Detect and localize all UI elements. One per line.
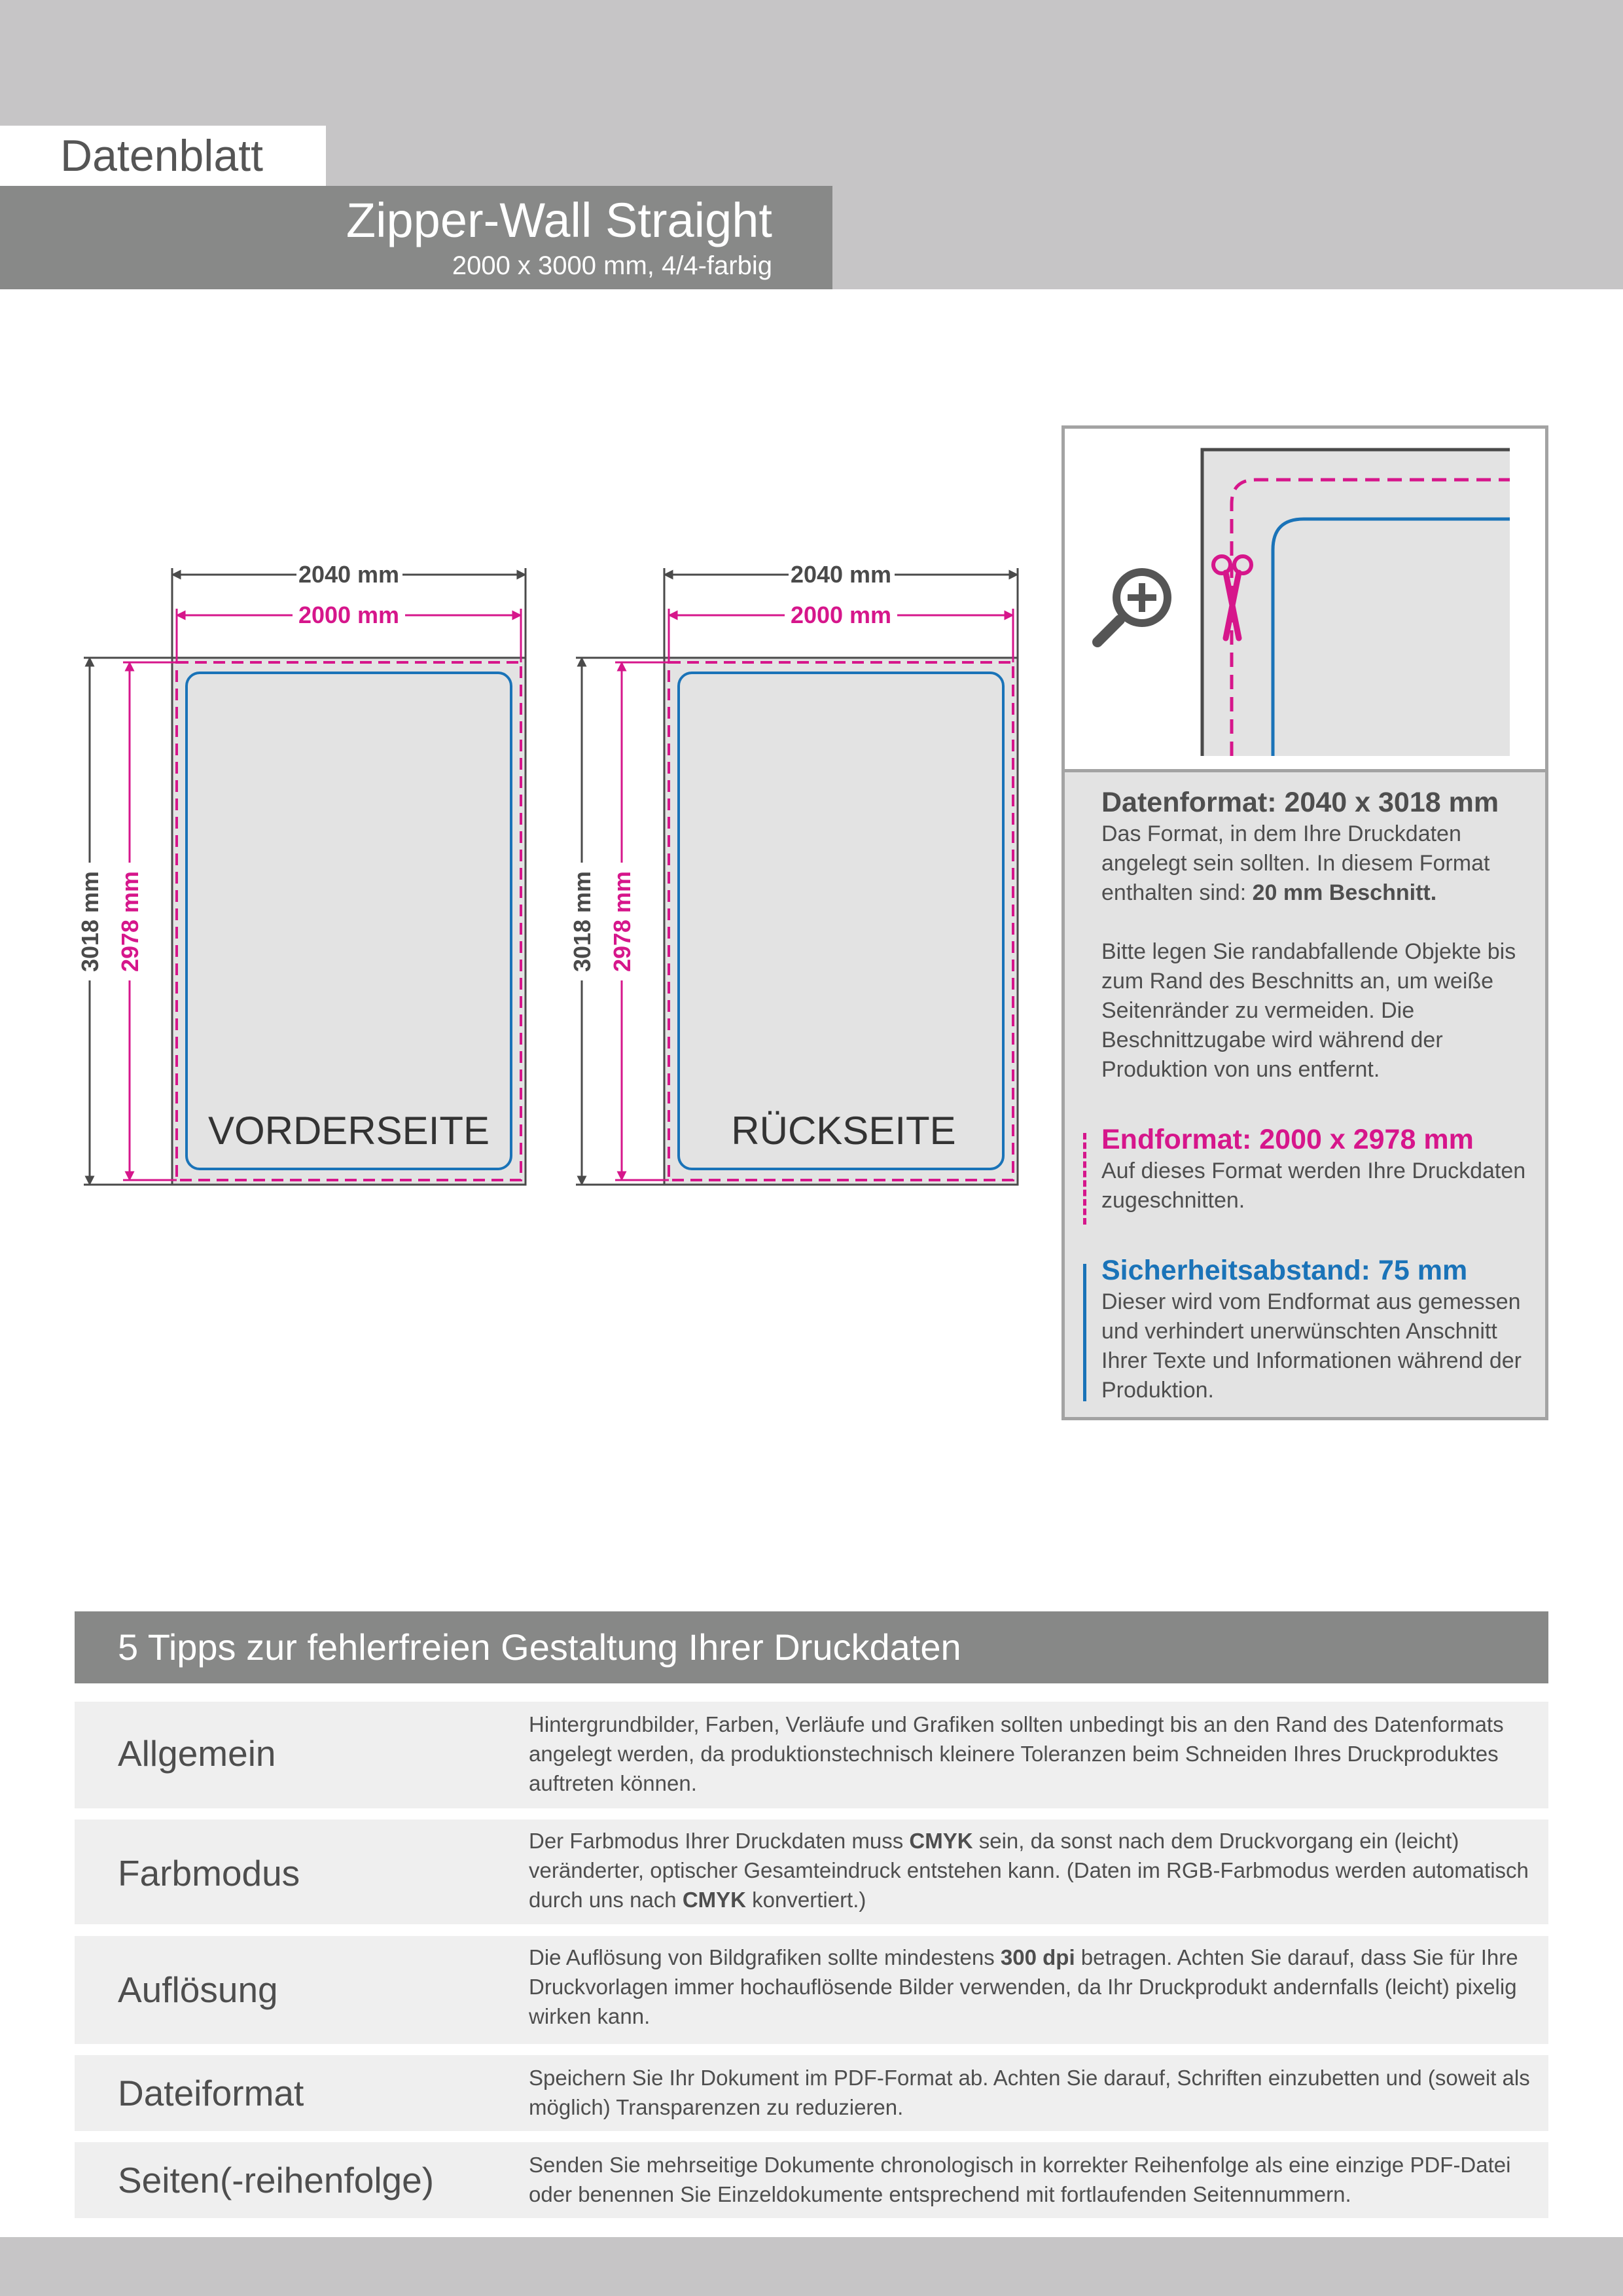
sicherheitsabstand-heading: Sicherheitsabstand: 75 mm <box>1101 1255 1468 1286</box>
datenformat-text <box>1101 819 1533 908</box>
tip-text-aufloesung <box>529 1943 1537 2031</box>
info-box <box>1061 425 1548 1420</box>
tip-text-seiten: Senden Sie mehrseitige Dokumente chronologisch in korrekter Reihenfolge als eine einzige PDF-Datei oder benennen Sie Einzeldokumente entsprechend mit fortlaufenden Seitennummern. <box>529 2153 1511 2206</box>
tip-text-bold: CMYK <box>909 1829 973 1853</box>
front-outer-width: 2040 mm <box>298 561 400 588</box>
sicherheitsabstand-section <box>1101 1253 1533 1405</box>
back-inner-width: 2000 mm <box>790 601 892 628</box>
corner-detail-graphic <box>1065 429 1545 772</box>
tip-row-dateiformat <box>75 2055 1548 2131</box>
datenformat-text-part: Das Format, in dem Ihre Druckdaten angelegt sein sollten. In diesem Format enthalten sind: <box>1101 821 1490 905</box>
tip-text-part: sein, da sonst nach dem Druckvorgang ein (leicht) veränderter, optischer Gesamteindruck entstehen kann. (Daten im RGB-Farbmodus werden automatisch durch uns nach <box>529 1829 1529 1912</box>
tip-title-dateiformat: Dateiformat <box>118 2073 304 2113</box>
front-inner-width: 2000 mm <box>298 601 400 628</box>
sicherheitsabstand-text: Dieser wird vom Endformat aus gemessen und verhindert unerwünschten Anschnitt Ihrer Texte und Informationen während der Produktion. <box>1101 1289 1522 1403</box>
endformat-text: Auf dieses Format werden Ihre Druckdaten zugeschnitten. <box>1101 1158 1526 1213</box>
tip-row-seiten <box>75 2142 1548 2218</box>
panel-front <box>77 561 526 1185</box>
tip-title-seiten: Seiten(-reihenfolge) <box>118 2160 435 2200</box>
corner-detail <box>1065 429 1545 772</box>
panel-back <box>569 561 1018 1185</box>
zoom-in-icon <box>1097 568 1171 642</box>
front-outer-height: 3018 mm <box>77 870 103 973</box>
back-outer-height: 3018 mm <box>569 870 596 973</box>
datenformat-heading: Datenformat: 2040 x 3018 mm <box>1101 787 1499 818</box>
back-inner-height: 2978 mm <box>609 870 635 973</box>
datenformat-note: Bitte legen Sie randabfallende Objekte bis zum Rand des Beschnitts an, um weiße Seitenränder zu vermeiden. Die Beschnittzugabe wird während der Produktion von uns entfernt. <box>1101 939 1516 1082</box>
tip-text-bold: 300 dpi <box>1000 1945 1075 1969</box>
tip-row-aufloesung <box>75 1936 1548 2044</box>
tip-text-part: Der Farbmodus Ihrer Druckdaten muss <box>529 1829 910 1853</box>
panel-diagrams <box>0 0 1047 1211</box>
tip-text-allgemein: Hintergrundbilder, Farben, Verläufe und Grafiken sollten unbedingt bis an den Rand des Datenformats angelegt werden, da produktionstechnisch kleinere Toleranzen beim Schneiden Ihres Druckproduktes auftreten können. <box>529 1712 1504 1795</box>
tip-text-part: Die Auflösung von Bildgrafiken sollte mindestens <box>529 1945 1001 1969</box>
back-panel-label: RÜCKSEITE <box>731 1109 956 1153</box>
tip-text-part: betragen. Achten Sie darauf, dass Sie für Ihre Druckvorlagen immer hochauflösende Bilder verwenden, da Ihr Druckprodukt andernfalls (leicht) pixelig wirken kann. <box>529 1945 1518 2028</box>
tip-text-dateiformat: Speichern Sie Ihr Dokument im PDF-Format ab. Achten Sie darauf, Schriften einzubetten und (soweit als möglich) Transparenzen zu reduzieren. <box>529 2066 1530 2119</box>
tip-title-allgemein: Allgemein <box>118 1733 276 1774</box>
product-subtitle: 2000 x 3000 mm, 4/4-farbig <box>452 251 772 280</box>
tip-title-aufloesung: Auflösung <box>118 1969 278 2010</box>
datenformat-text-bold: 20 mm Beschnitt. <box>1252 880 1437 905</box>
tips-header: 5 Tipps zur fehlerfreien Gestaltung Ihrer Druckdaten <box>75 1611 1548 1683</box>
tip-row-allgemein <box>75 1702 1548 1808</box>
tip-text-farbmodus <box>529 1826 1537 1914</box>
datenformat-section <box>1101 785 1533 1085</box>
document-label: Datenblatt <box>0 126 326 186</box>
front-panel-label: VORDERSEITE <box>207 1109 490 1153</box>
product-title: Zipper-Wall Straight <box>346 193 772 247</box>
tip-text-part: konvertiert.) <box>746 1888 866 1912</box>
tip-title-farbmodus: Farbmodus <box>118 1853 300 1893</box>
tip-row-farbmodus <box>75 1820 1548 1924</box>
endformat-marker <box>1083 1133 1086 1225</box>
sicherheitsabstand-marker <box>1083 1264 1086 1401</box>
footer-band <box>0 2237 1623 2296</box>
front-inner-height: 2978 mm <box>116 870 143 973</box>
back-outer-width: 2040 mm <box>790 561 892 588</box>
tip-text-bold: CMYK <box>682 1888 746 1912</box>
endformat-heading: Endformat: 2000 x 2978 mm <box>1101 1124 1474 1155</box>
endformat-section <box>1101 1122 1533 1215</box>
